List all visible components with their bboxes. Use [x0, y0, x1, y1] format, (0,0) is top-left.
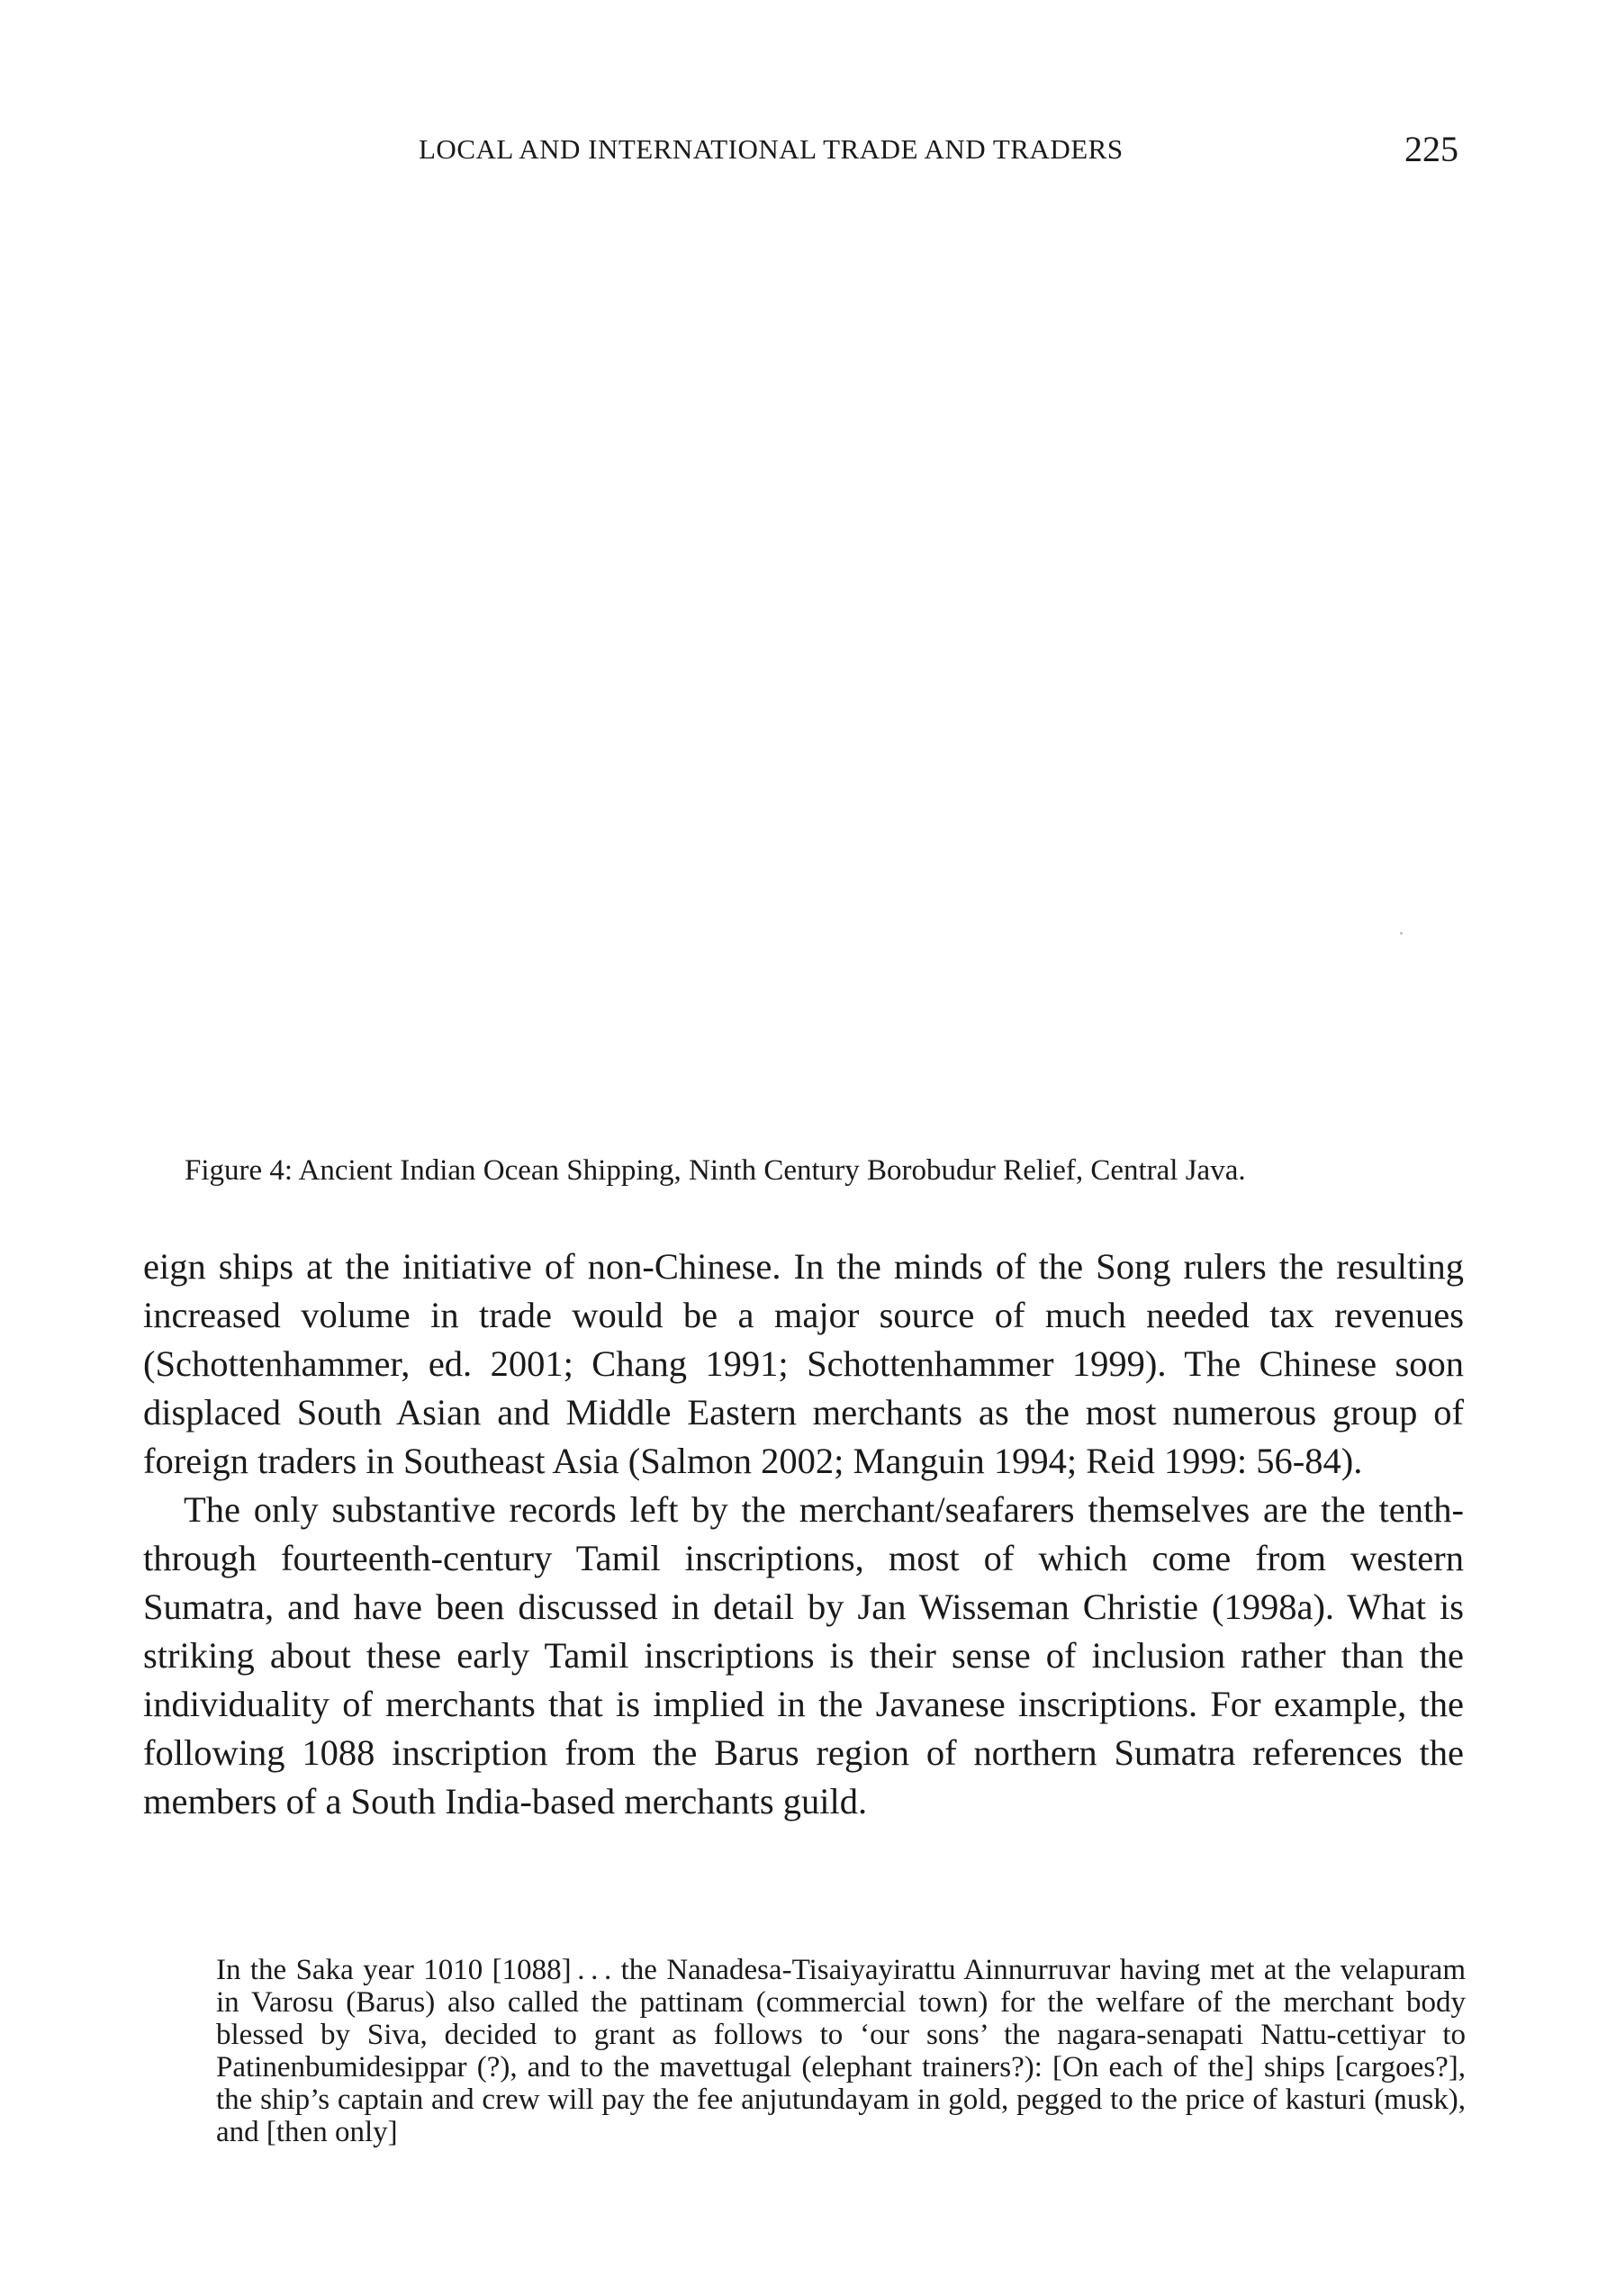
block-quote-inscription: In the Saka year 1010 [1088] . . . the Nanadesa-Tisaiyayirattu Ainnurruvar having met at the velapuram in Varosu (Barus) also called the pattinam (commercial town) for the welfare of the merchant body blessed by Siva, decided to grant as follows to ‘our sons’ the nagara-senapati Nattu-cettiyar to Patinenbumidesippar (?), and to the mavettugal (elephant trainers?): [On each of the] ships [cargoes?], the ship’s captain and crew will pay the fee anjutundayam in gold, pegged to the price of kasturi (musk), and [then only]: [216, 1954, 1466, 2148]
body-text: [143, 1243, 1464, 1826]
body-paragraph: The only substantive records left by the merchant/seafarers themselves are the tenth- through fourteenth-century Tamil inscriptions, most of which come from western Sumatra, and have been discussed in detail by Jan Wisseman Christie (1998a). What is striking about these early Tamil inscriptions is their sense of inclusion rather than the individuality of merchants that is implied in the Javanese inscriptions. For example, the following 1088 inscription from the Barus region of northern Sumatra references the members of a South India-based merchants guild.: [143, 1489, 1464, 1821]
figure-caption: Figure 4: Ancient Indian Ocean Shipping, Ninth Century Borobudur Relief, Central Java.: [185, 1154, 1246, 1187]
figure-image-area: [180, 198, 1458, 1116]
scan-speck: [1400, 932, 1403, 935]
running-header-title: LOCAL AND INTERNATIONAL TRADE AND TRADERS: [419, 133, 1124, 165]
body-paragraph-continued: eign ships at the initiative of non-Chinese. In the minds of the Song rulers the resulting increased volume in trade would be a major source of much needed tax revenues (Schottenhammer, ed. 2001; Chang 1991; Schottenhammer 1999). The Chinese soon displaced South Asian and Middle Eastern merchants as the most numerous group of foreign traders in Southeast Asia (Salmon 2002; Manguin 1994; Reid 1999: 56-84).: [143, 1246, 1464, 1481]
page-number: 225: [1404, 129, 1458, 169]
